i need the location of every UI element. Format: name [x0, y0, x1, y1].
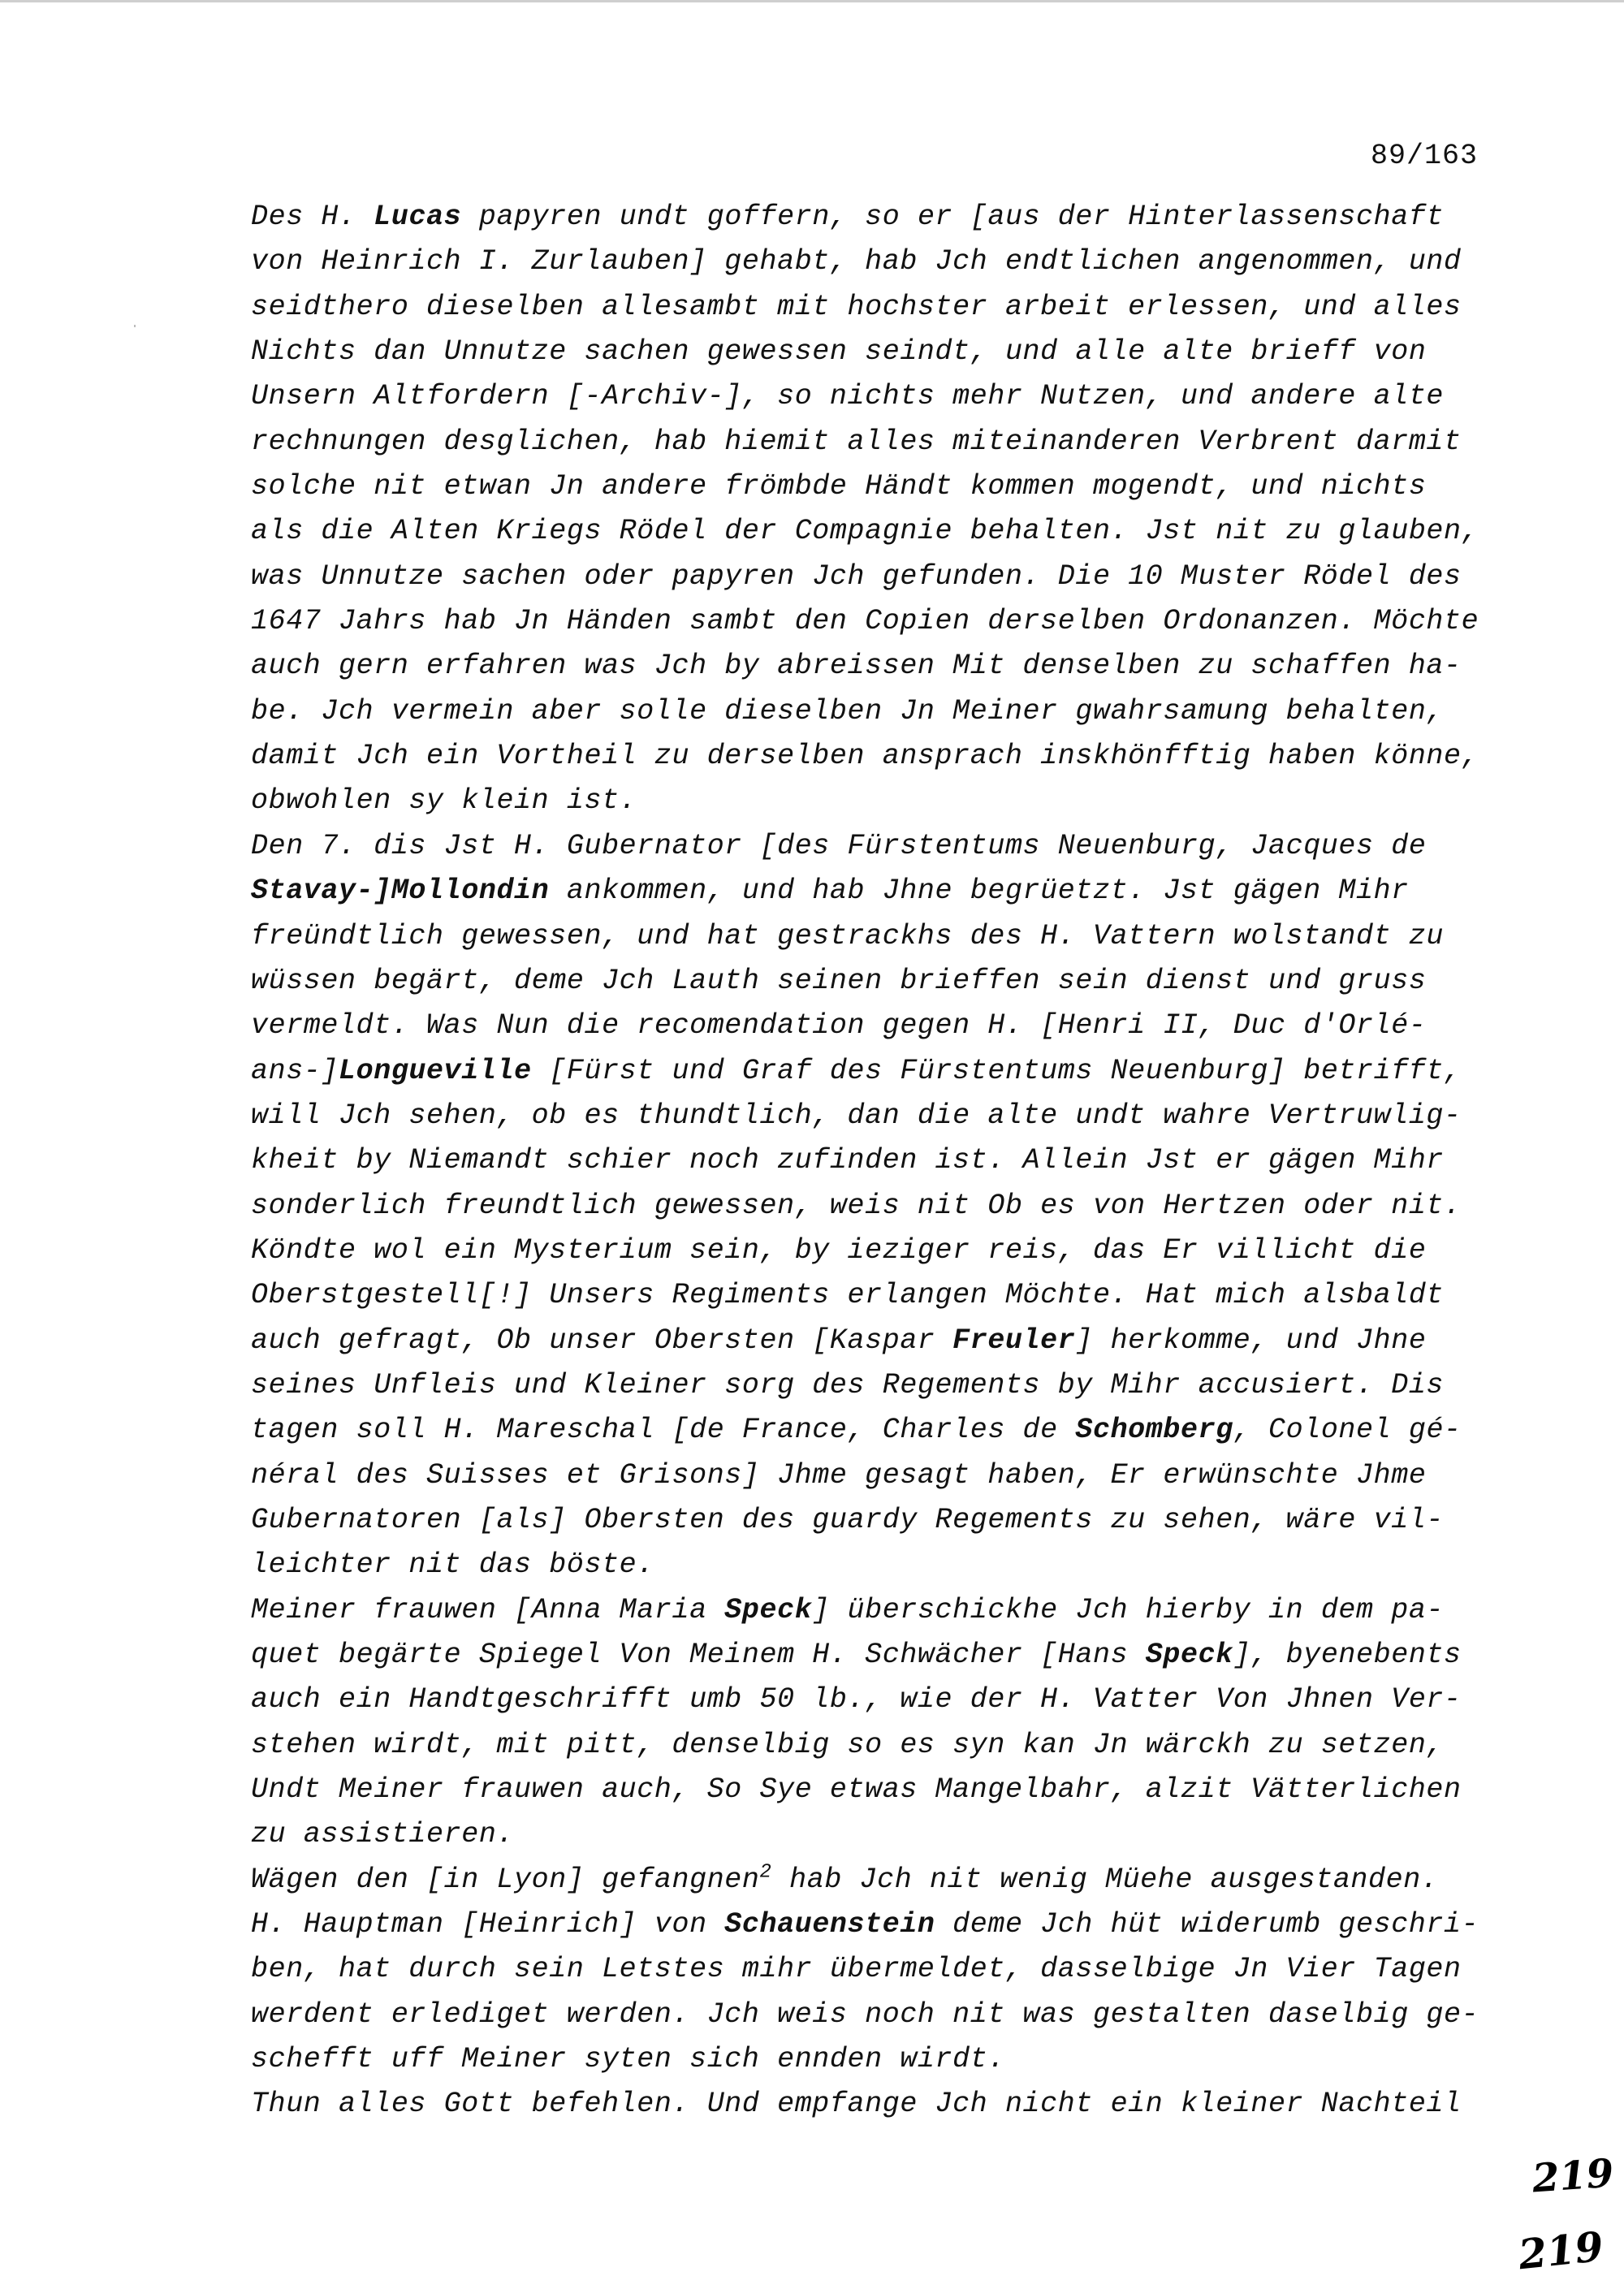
text-segment: 1647 Jahrs hab Jn Händen sambt den Copien derselben Ordonanzen. Möchte [251, 605, 1479, 638]
text-line [251, 824, 1591, 869]
text-segment: Nichts dan Unnutze sachen gewessen seindt, und alle alte brieff von [251, 335, 1427, 369]
text-segment: tagen soll H. Mareschal [de France, Charles de [251, 1414, 1076, 1447]
text-segment: be. Jch vermein aber solle dieselben Jn Meiner gwahrsamung behalten, [251, 694, 1445, 728]
text-segment: Köndte wol ein Mysterium sein, by ieziger reis, das Er villicht die [251, 1233, 1427, 1267]
text-segment: ans-] [251, 1054, 339, 1087]
text-segment: stehen wirdt, mit pitt, denselbig so es syn kan Jn wärckh zu setzen, [251, 1728, 1445, 1761]
text-line [251, 779, 1591, 823]
text-segment: [Fürst und Graf des Fürstentums Neuenburg] betrifft, [531, 1054, 1462, 1087]
text-line [251, 1319, 1591, 1363]
text-line [251, 195, 1591, 240]
text-line [251, 1993, 1591, 2037]
text-line [251, 1723, 1591, 1768]
text-segment: Den 7. dis Jst H. Gubernator [des Fürstentums Neuenburg, Jacques de [251, 829, 1427, 862]
bold-name: Stavay-]Mollondin [251, 875, 550, 908]
text-segment: damit Jch ein Vortheil zu derselben ansprach inskhönfftig haben könne, [251, 740, 1479, 773]
text-line [251, 1049, 1591, 1094]
text-segment: Wägen den [in Lyon] gefangnen [251, 1863, 760, 1896]
bold-name: Lucas [374, 201, 462, 233]
text-segment: seines Unfleis und Kleiner sorg des Regements by Mihr accusiert. Dis [251, 1368, 1445, 1401]
text-line [251, 2082, 1591, 2127]
text-segment: ] herkomme, und Jhne [1075, 1324, 1427, 1357]
text-segment: seidthero dieselben allesambt mit hochster arbeit erlessen, und alles [251, 290, 1462, 323]
text-line [251, 1902, 1591, 1947]
text-segment: Unsern Altfordern [-Archiv-], so nichts mehr Nutzen, und andere alte [251, 380, 1445, 413]
text-line [251, 1812, 1591, 1857]
text-segment: wüssen begärt, deme Jch Lauth seinen brieffen sein dienst und gruss [251, 964, 1427, 997]
text-segment: Oberstgestell[!] Unsers Regiments erlangen Möchte. Hat mich alsbaldt [251, 1279, 1445, 1312]
text-segment: solche nit etwan Jn andere frömbde Händt kommen mogendt, und nichts [251, 470, 1427, 503]
text-segment: ankommen, und hab Jhne begrüetzt. Jst gägen Mihr [549, 875, 1409, 908]
text-line [251, 1138, 1591, 1183]
text-segment: leichter nit das böste. [251, 1548, 654, 1582]
bold-name: Speck [1145, 1639, 1233, 1671]
text-line [251, 1408, 1591, 1453]
text-line [251, 644, 1591, 689]
text-line [251, 734, 1591, 779]
text-line [251, 509, 1591, 554]
text-segment: was Unnutze sachen oder papyren Jch gefunden. Die 10 Muster Rödel des [251, 559, 1462, 593]
page-number: 89/163 [1371, 140, 1479, 172]
text-line [251, 1229, 1591, 1273]
text-segment: obwohlen sy klein ist. [251, 784, 637, 818]
text-segment: Thun alles Gott befehlen. Und empfange Jch nicht ein kleiner Nachteil [251, 2088, 1462, 2121]
text-line [251, 1633, 1591, 1678]
text-line [251, 555, 1591, 599]
handwritten-folio-number-2: 219 [1516, 2222, 1606, 2279]
text-line [251, 1858, 1591, 1902]
footnote-marker: 2 [759, 1861, 772, 1884]
text-segment: quet begärte Spiegel Von Meinem H. Schwächer [Hans [251, 1639, 1146, 1671]
text-line [251, 1498, 1591, 1543]
text-segment: Meiner frauwen [Anna Maria [251, 1593, 725, 1626]
bold-name: Speck [724, 1593, 813, 1626]
text-line [251, 1543, 1591, 1587]
text-line [251, 1273, 1591, 1318]
text-segment: vermeldt. Was Nun die recomendation gegen H. [Henri II, Duc d'Orlé- [251, 1009, 1427, 1043]
text-line [251, 1947, 1591, 1992]
text-segment: als die Alten Kriegs Rödel der Compagnie behalten. Jst nit zu glauben, [251, 515, 1479, 548]
text-segment: Gubernatoren [als] Obersten des guardy Regements zu sehen, wäre vil- [251, 1503, 1445, 1536]
text-line [251, 1184, 1591, 1229]
bold-name: Schomberg [1075, 1414, 1233, 1447]
text-line [251, 1453, 1591, 1498]
text-segment: , Colonel gé- [1233, 1414, 1462, 1447]
text-segment: H. Hauptman [Heinrich] von [251, 1908, 725, 1941]
text-line [251, 914, 1591, 959]
text-segment: will Jch sehen, ob es thundtlich, dan die alte undt wahre Vertruwlig- [251, 1099, 1462, 1132]
text-segment: ben, hat durch sein Letstes mihr übermeldet, dasselbige Jn Vier Tagen [251, 1953, 1462, 1986]
text-segment: auch ein Handtgeschrifft umb 50 lb., wie der H. Vatter Von Jhnen Ver- [251, 1683, 1462, 1717]
text-segment: papyren undt goffern, so er [aus der Hinterlassenschaft [461, 201, 1445, 233]
text-line [251, 330, 1591, 374]
text-line [251, 464, 1591, 509]
text-line [251, 869, 1591, 913]
text-segment: kheit by Niemandt schier noch zufinden ist. Allein Jst er gägen Mihr [251, 1144, 1445, 1177]
bold-name: Schauenstein [724, 1908, 935, 1941]
text-segment: rechnungen desglichen, hab hiemit alles miteinanderen Verbrent darmit [251, 425, 1462, 458]
text-segment: auch gern erfahren was Jch by abreissen Mit denselben zu schaffen ha- [251, 650, 1462, 683]
text-segment: ] überschickhe Jch hierby in dem pa- [812, 1593, 1445, 1626]
text-line [251, 1004, 1591, 1048]
bold-name: Longueville [339, 1054, 532, 1087]
text-segment: sonderlich freundtlich gewessen, weis nit Ob es von Hertzen oder nit. [251, 1189, 1462, 1222]
top-scan-edge [0, 0, 1624, 2]
text-line [251, 1768, 1591, 1812]
text-segment: ], byenebents [1233, 1639, 1462, 1671]
margin-speck [134, 325, 136, 327]
text-line [251, 420, 1591, 464]
text-segment: hab Jch nit wenig Müehe ausgestanden. [771, 1863, 1439, 1896]
text-segment: deme Jch hüt widerumb geschri- [935, 1908, 1479, 1941]
text-segment: von Heinrich I. Zurlauben] gehabt, hab Jch endtlichen angenommen, und [251, 245, 1462, 279]
handwritten-folio-number: 219 [1531, 2150, 1616, 2202]
text-segment: auch gefragt, Ob unser Obersten [Kaspar [251, 1324, 953, 1357]
transcription-text [251, 195, 1591, 2127]
text-line [251, 1094, 1591, 1138]
text-segment: freündtlich gewessen, und hat gestrackhs des H. Vattern wolstandt zu [251, 919, 1445, 952]
text-line [251, 1588, 1591, 1633]
text-segment: zu assistieren. [251, 1818, 515, 1851]
text-line [251, 599, 1591, 644]
text-line [251, 1363, 1591, 1408]
text-line [251, 240, 1591, 284]
text-segment: werdent erlediget werden. Jch weis noch nit was gestalten daselbig ge- [251, 1997, 1479, 2031]
text-segment: Undt Meiner frauwen auch, So Sye etwas Mangelbahr, alzit Vätterlichen [251, 1773, 1462, 1807]
text-line [251, 1678, 1591, 1722]
text-line [251, 2037, 1591, 2082]
bold-name: Freuler [952, 1324, 1076, 1357]
text-line [251, 285, 1591, 330]
text-line [251, 689, 1591, 734]
text-segment: schefft uff Meiner syten sich ennden wirdt. [251, 2043, 1005, 2076]
text-segment: néral des Suisses et Grisons] Jhme gesagt haben, Er erwünschte Jhme [251, 1458, 1427, 1492]
text-segment: Des H. [251, 201, 374, 233]
text-line [251, 374, 1591, 419]
text-line [251, 959, 1591, 1004]
